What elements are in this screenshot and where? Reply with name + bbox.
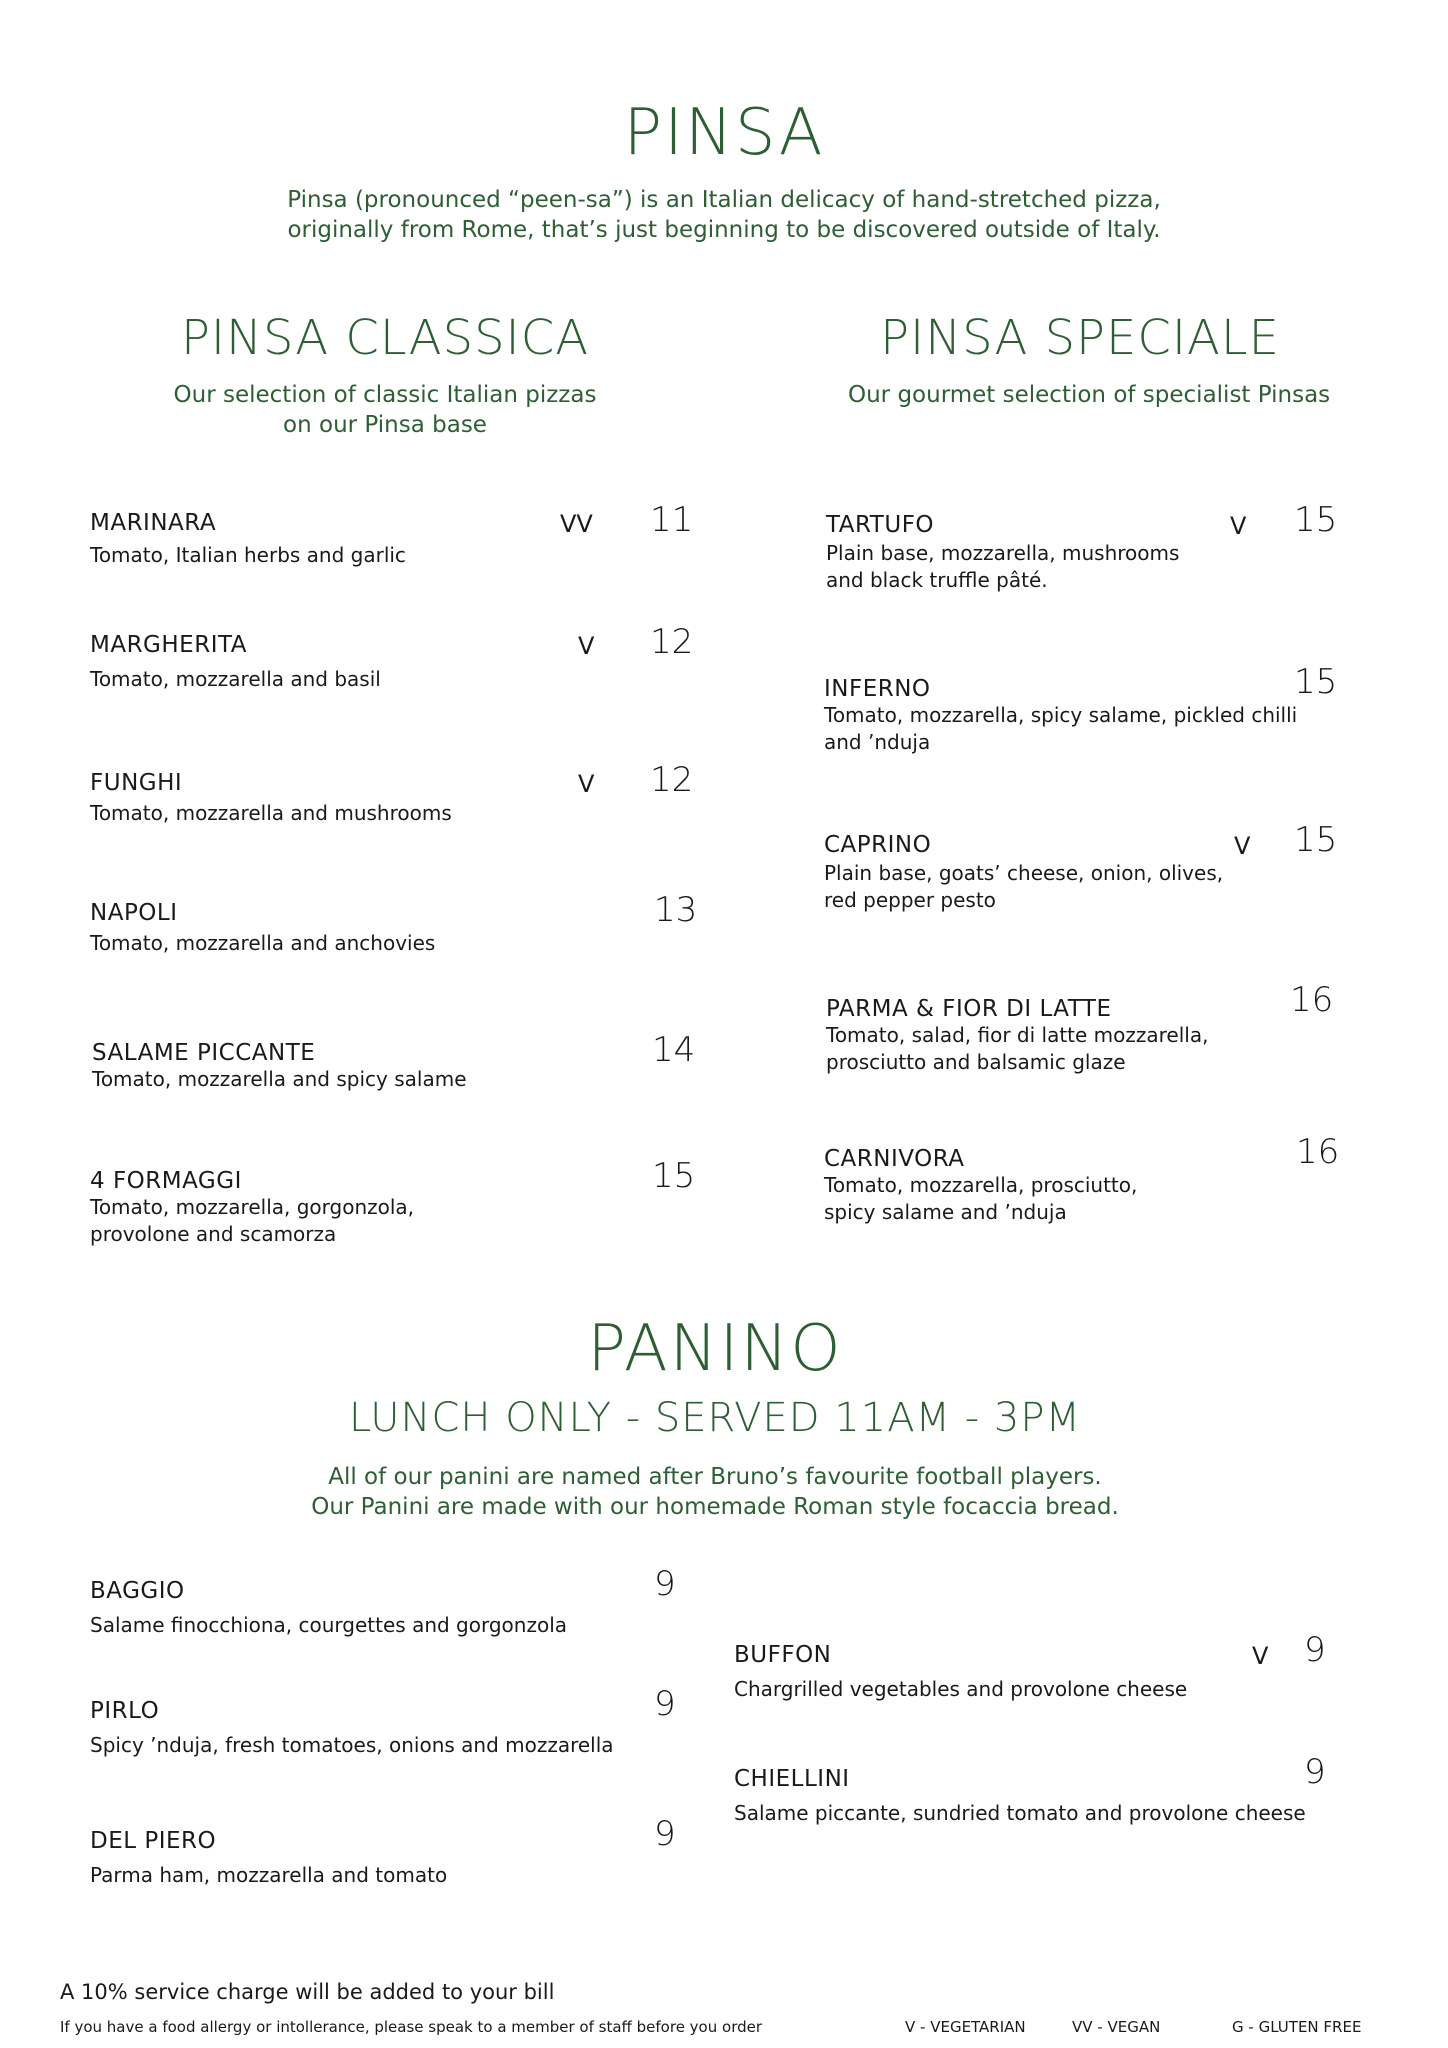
panino-intro-line-1: All of our panini are named after Bruno’s favourite football players. bbox=[328, 1464, 1102, 1490]
item-description: Tomato, mozzarella and anchovies bbox=[90, 931, 436, 955]
item-description: Spicy ’nduja, fresh tomatoes, onions and mozzarella bbox=[90, 1733, 614, 1757]
menu-item-del-piero bbox=[90, 1814, 690, 1889]
item-name: CHIELLINI bbox=[734, 1766, 850, 1792]
item-description: Tomato, mozzarella and spicy salame bbox=[92, 1067, 467, 1091]
menu-item-funghi bbox=[90, 760, 694, 827]
item-name: CARNIVORA bbox=[824, 1146, 965, 1172]
item-description: Chargrilled vegetables and provolone cheese bbox=[734, 1677, 1188, 1701]
item-description: Tomato, mozzarella and mushrooms bbox=[90, 801, 452, 825]
item-name: BAGGIO bbox=[90, 1578, 185, 1604]
item-name: CAPRINO bbox=[824, 832, 932, 858]
item-name: FUNGHI bbox=[90, 770, 183, 796]
page-title: PINSA bbox=[623, 96, 825, 170]
menu-item-baggio bbox=[90, 1564, 690, 1639]
item-description: Tomato, mozzarella, spicy salame, pickled chilli bbox=[824, 703, 1298, 727]
item-name: PARMA & FIOR DI LATTE bbox=[826, 996, 1112, 1022]
item-name: DEL PIERO bbox=[90, 1828, 217, 1854]
item-price: 12 bbox=[650, 622, 694, 662]
legend-gluten-free: G - GLUTEN FREE bbox=[1232, 2018, 1362, 2036]
item-description: Salame piccante, sundried tomato and provolone cheese bbox=[734, 1801, 1306, 1825]
item-name: MARINARA bbox=[90, 510, 217, 536]
pinsa-speciale-subtitle: Our gourmet selection of specialist Pinsas bbox=[848, 382, 1331, 408]
item-price: 9 bbox=[654, 1564, 676, 1604]
dietary-tag: V bbox=[578, 632, 595, 660]
menu-item-salame-piccante bbox=[92, 1030, 696, 1093]
item-price: 14 bbox=[652, 1030, 696, 1070]
item-description: and black truffle pâté. bbox=[826, 568, 1048, 592]
item-name: NAPOLI bbox=[90, 900, 178, 926]
menu-item-parma-fior-di-latte bbox=[826, 980, 1356, 1076]
pinsa-classica-title: PINSA CLASSICA bbox=[180, 310, 590, 366]
item-description: Salame finocchiona, courgettes and gorgonzola bbox=[90, 1613, 568, 1637]
pinsa-intro-line-1: Pinsa (pronounced “peen-sa”) is an Italian delicacy of hand-stretched pizza, bbox=[287, 187, 1161, 213]
item-price: 9 bbox=[1304, 1752, 1326, 1792]
item-description: Parma ham, mozzarella and tomato bbox=[90, 1863, 448, 1887]
menu-item-carnivora bbox=[824, 1132, 1354, 1226]
menu-item-margherita bbox=[90, 622, 694, 693]
item-price: 15 bbox=[652, 1156, 696, 1196]
item-description: Tomato, salad, fior di latte mozzarella, bbox=[826, 1023, 1209, 1047]
panino-subtitle: LUNCH ONLY - SERVED 11AM - 3PM bbox=[348, 1395, 1082, 1441]
item-name: MARGHERITA bbox=[90, 632, 247, 658]
pinsa-classica-subtitle-line-2: on our Pinsa base bbox=[283, 412, 487, 438]
dietary-tag: V bbox=[1252, 1642, 1269, 1670]
item-price: 16 bbox=[1290, 980, 1334, 1020]
item-price: 9 bbox=[654, 1814, 676, 1854]
item-description: Tomato, mozzarella, prosciutto, bbox=[824, 1173, 1138, 1197]
item-name: INFERNO bbox=[824, 676, 931, 702]
item-description: Plain base, mozzarella, mushrooms bbox=[826, 541, 1180, 565]
item-description: Plain base, goats’ cheese, onion, olives, bbox=[824, 861, 1224, 885]
item-price: 15 bbox=[1294, 820, 1338, 860]
item-description: Tomato, Italian herbs and garlic bbox=[90, 543, 406, 567]
item-name: BUFFON bbox=[734, 1642, 832, 1668]
menu-item-pirlo bbox=[90, 1684, 690, 1759]
panino-intro-line-2: Our Panini are made with our homemade Roman style focaccia bread. bbox=[311, 1494, 1119, 1520]
legend-vegan: VV - VEGAN bbox=[1072, 2018, 1161, 2036]
item-price: 9 bbox=[1304, 1630, 1326, 1670]
menu-item-inferno bbox=[824, 662, 1354, 756]
item-description: prosciutto and balsamic glaze bbox=[826, 1050, 1126, 1074]
item-description: provolone and scamorza bbox=[90, 1222, 337, 1246]
item-name: SALAME PICCANTE bbox=[92, 1040, 316, 1066]
item-price: 16 bbox=[1296, 1132, 1340, 1172]
item-price: 9 bbox=[654, 1684, 676, 1724]
menu-item-buffon bbox=[734, 1630, 1334, 1703]
dietary-tag: V bbox=[578, 770, 595, 798]
item-price: 13 bbox=[654, 890, 698, 930]
dietary-tag: V bbox=[1234, 832, 1251, 860]
menu-item-chiellini bbox=[734, 1752, 1354, 1827]
item-description: Tomato, mozzarella and basil bbox=[90, 667, 381, 691]
item-description: spicy salame and ’nduja bbox=[824, 1200, 1067, 1224]
menu-item-marinara bbox=[90, 500, 694, 569]
menu-item-tartufo bbox=[826, 500, 1346, 594]
allergy-note: If you have a food allergy or intollerance, please speak to a member of staff before you order bbox=[60, 2018, 763, 2036]
dietary-tag: VV bbox=[560, 510, 593, 538]
pinsa-intro-line-2: originally from Rome, that’s just beginning to be discovered outside of Italy. bbox=[287, 217, 1161, 243]
pinsa-speciale-title: PINSA SPECIALE bbox=[880, 310, 1280, 366]
dietary-tag: V bbox=[1230, 512, 1247, 540]
service-charge-note: A 10% service charge will be added to your bill bbox=[60, 1980, 555, 2004]
item-price: 12 bbox=[650, 760, 694, 800]
item-description: red pepper pesto bbox=[824, 888, 996, 912]
menu-item-caprino bbox=[824, 820, 1354, 914]
item-name: TARTUFO bbox=[826, 512, 935, 538]
item-name: 4 FORMAGGI bbox=[90, 1168, 242, 1194]
item-price: 15 bbox=[1294, 500, 1338, 540]
legend-vegetarian: V - VEGETARIAN bbox=[905, 2018, 1026, 2036]
menu-item-4-formaggi bbox=[90, 1156, 696, 1248]
item-price: 11 bbox=[650, 500, 694, 540]
panino-title: PANINO bbox=[587, 1312, 843, 1386]
item-name: PIRLO bbox=[90, 1698, 160, 1724]
item-description: Tomato, mozzarella, gorgonzola, bbox=[90, 1195, 415, 1219]
item-price: 15 bbox=[1294, 662, 1338, 702]
item-description: and ’nduja bbox=[824, 730, 931, 754]
menu-item-napoli bbox=[90, 890, 698, 957]
pinsa-classica-subtitle-line-1: Our selection of classic Italian pizzas bbox=[173, 382, 597, 408]
